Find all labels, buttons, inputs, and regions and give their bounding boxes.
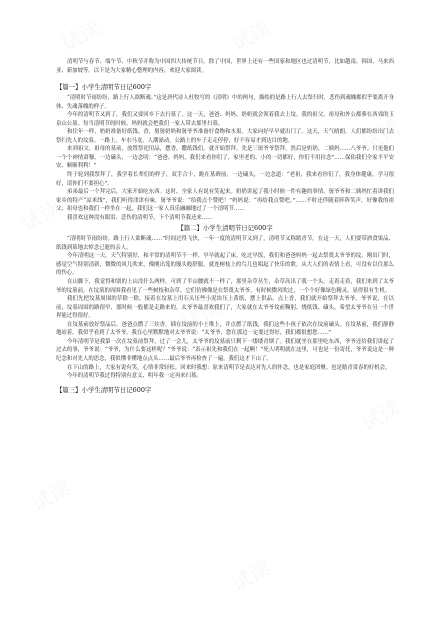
article-2-paragraph: 在山脚下，我觉得和别的上山没什么两样，可到了半山腰就不一样了，那里杂草丛生，杂草高出了我一个头。走着走着，我们来到了太爷爷的坟墓前，在坟墓的周围我看见了一些树枝和杂草，它们仿佛像是在祭奠太爷爷，有时候微风吹过，一个个好像绿色精灵，显得很有生机。: [56, 279, 394, 294]
article-1-heading-text: 【篇一】小学生清明节日记600字: [56, 83, 152, 92]
watermark: [226, 552, 275, 596]
article-1-paragraph: 弟弟最后一个拜完后，大家开始吃东西。这时，全家人有说有笑起来。奶奶讲起了我小时候一件有趣的事情。舅爷爷和二姨妈忙着讲我们家乡的特产“凉米线”，我们听得津津有味。舅爷爷说：“给我点个赞吧！”妈妈说：“再给我点赞吧。”……不时还伴随着阵阵笑声，好像我的祖父、祖母也和我们一样坐在一起，我们这一家人真乐融融地过了一个清明节……: [56, 189, 394, 213]
watermark: [226, 12, 275, 56]
article-3-heading: [56, 386, 394, 395]
article-1-paragraph: 今年的清明节又到了，我们又要回乡下去扫墓了。这一天，爸爸、妈妈、奶奶就会领着我去上坟。我的祖父、祖母和外公都葬在西郊的玉泉山公墓。每当清明节的时候，妈妈就会把我们一家人带去那里扫墓。: [56, 112, 394, 127]
article-2-paragraph: 今年的清明节我过得特别有意义，明年我一定再来扫墓。: [67, 373, 202, 380]
article-1-paragraph: “清明时节雨纷纷，路上行人欲断魂。”这是唐代诗人杜牧写的《清明》中的两句，描绘的是路上行人去祭扫时，悲伤到魂魄都似乎要离开身体、失魂落魄的样子。: [56, 95, 394, 110]
article-2-paragraph: 今年清明这一天，天气特别好，和平常的清明节不一样，早早就起了床。吃过早饭，我们和爸爸妈妈一起去祭奠太爷爷的坟。刚出门时，感觉空气特别清新，微微的风儿吹来，像刚出笼的馒头般舒服，就连树枝上的鸟儿也唱起了快乐的歌。从大人们的表情上看，可没有以往那么的伤心。: [56, 253, 394, 277]
article-3-heading-text: 【篇三】小学生清明节日记600字: [56, 385, 152, 394]
article-2-paragraph: 我们先把坟墓周围的草除一除，接着在坟墓上用石头压些小泥块压上黄纸，摆上供品，点上香，我们就开始祭拜太爷爷。爷爷说，在以前，坟墓周围的路很窄，那时候一般都是走路来的，太爷爷最喜欢我们了，大家就在太爷爷坟前鞠躬、烧纸钱、磕头，希望太爷爷在另一个世界能过得很好。: [56, 296, 394, 320]
article-1-heading: [56, 83, 394, 92]
article-1-paragraph: 来到祖父、祖母的墓前，放置祭祀用品，摆香、撒纸钱们，就开始祭拜。先是三舅爷爷祭拜，然后是奶奶、二姨妈……八爷爷。只见他们一个个神情肃穆，一边磕头，一边念叨：“爸爸、妈妈，我们来看你们了，家里老的、小的一切都好，你们不用挂念”……保佑我们全家平平安安、顺顺利利！”: [56, 146, 394, 170]
article-2-heading-text: 【篇二】小学生清明节日记600字: [177, 224, 273, 233]
article-2-heading: [56, 224, 394, 233]
intro-paragraph: 清明节与春节、端午节、中秋节并称为中国四大传统节日。除了中国，世界上还有一些国家和地区也过清明节，比如越南、韩国、马来西亚、新加坡等。以下是为大家精心整理的内容，欢迎大家阅读。: [56, 59, 394, 74]
document-body: [56, 58, 394, 397]
article-2-paragraph: 在下山的路上，大家有说有笑，心情非常轻松。回来时我想：原来清明节是表达对先人的怀念，也是家庭团聚、也是踏青赏春的好机会。: [67, 364, 391, 371]
article-1-paragraph: 和往年一样，奶奶准备好纸钱、香，舅舅奶奶和舅爷爷准备好食物和水果。大家向好早早就出门了。这天，天气晴朗，人们都纷纷出门去祭扫先人的坟墓。一路上，车水马龙，人潮涌动，公路上的车子走走停停，好不容易才到达目的地。: [56, 129, 394, 144]
watermark: [56, 12, 105, 56]
article-2-paragraph: 今年清明节是我第一次在坟墓前祭拜，过了一会儿，太爷爷的坟墓前只剩下一缕缕青烟了。我们就坐在那里吃东西，爷爷还给我们讲起了过去的事，爷爷说：“爷爷，为什么要这样呢？”爷爷说：“表示祖先和我们在一起啊！”死人明明就在这里，可也是一份寄托，爷爷说这是一种纪念和对先人的思念，我似懂非懂地点点头……最后爷爷再检查了一遍，我们这才下山了。: [56, 338, 394, 362]
watermark: [356, 392, 405, 436]
article-2-paragraph: 在坟墓前放好祭品后，爸爸点燃了三炷香，插在坟前的小土堆上，并点燃了纸钱，我们这些小孩子依次在坟前磕头。在坟墓前，我们静静地站着，我似乎看到了太爷爷，我在心里默默地对太爷爷说：“太爷爷，您在那边一定要过得好，我们都很想您……”: [56, 321, 394, 337]
article-1-paragraph: 我喜欢这种没有眼泪、悲伤的清明节，下个清明节我还来……: [67, 214, 213, 221]
watermark: [26, 472, 75, 516]
article-2-paragraph: “清明时节雨纷纷，路上行人欲断魂……”时间过得飞快，一年一度的清明节又到了，清明节又称踏青节，在这一天，人们要带酒食果品、纸钱到墓地去悼念已逝的亲人。: [56, 236, 394, 251]
article-1-paragraph: 终于轮到我祭拜了，我学着长辈们的样子，双手合十，跪在墓碑前，一边磕头，一边念道：“老祖，我来看你们了，我身体健康，学习很好，请你们不要担心”。: [56, 172, 394, 187]
